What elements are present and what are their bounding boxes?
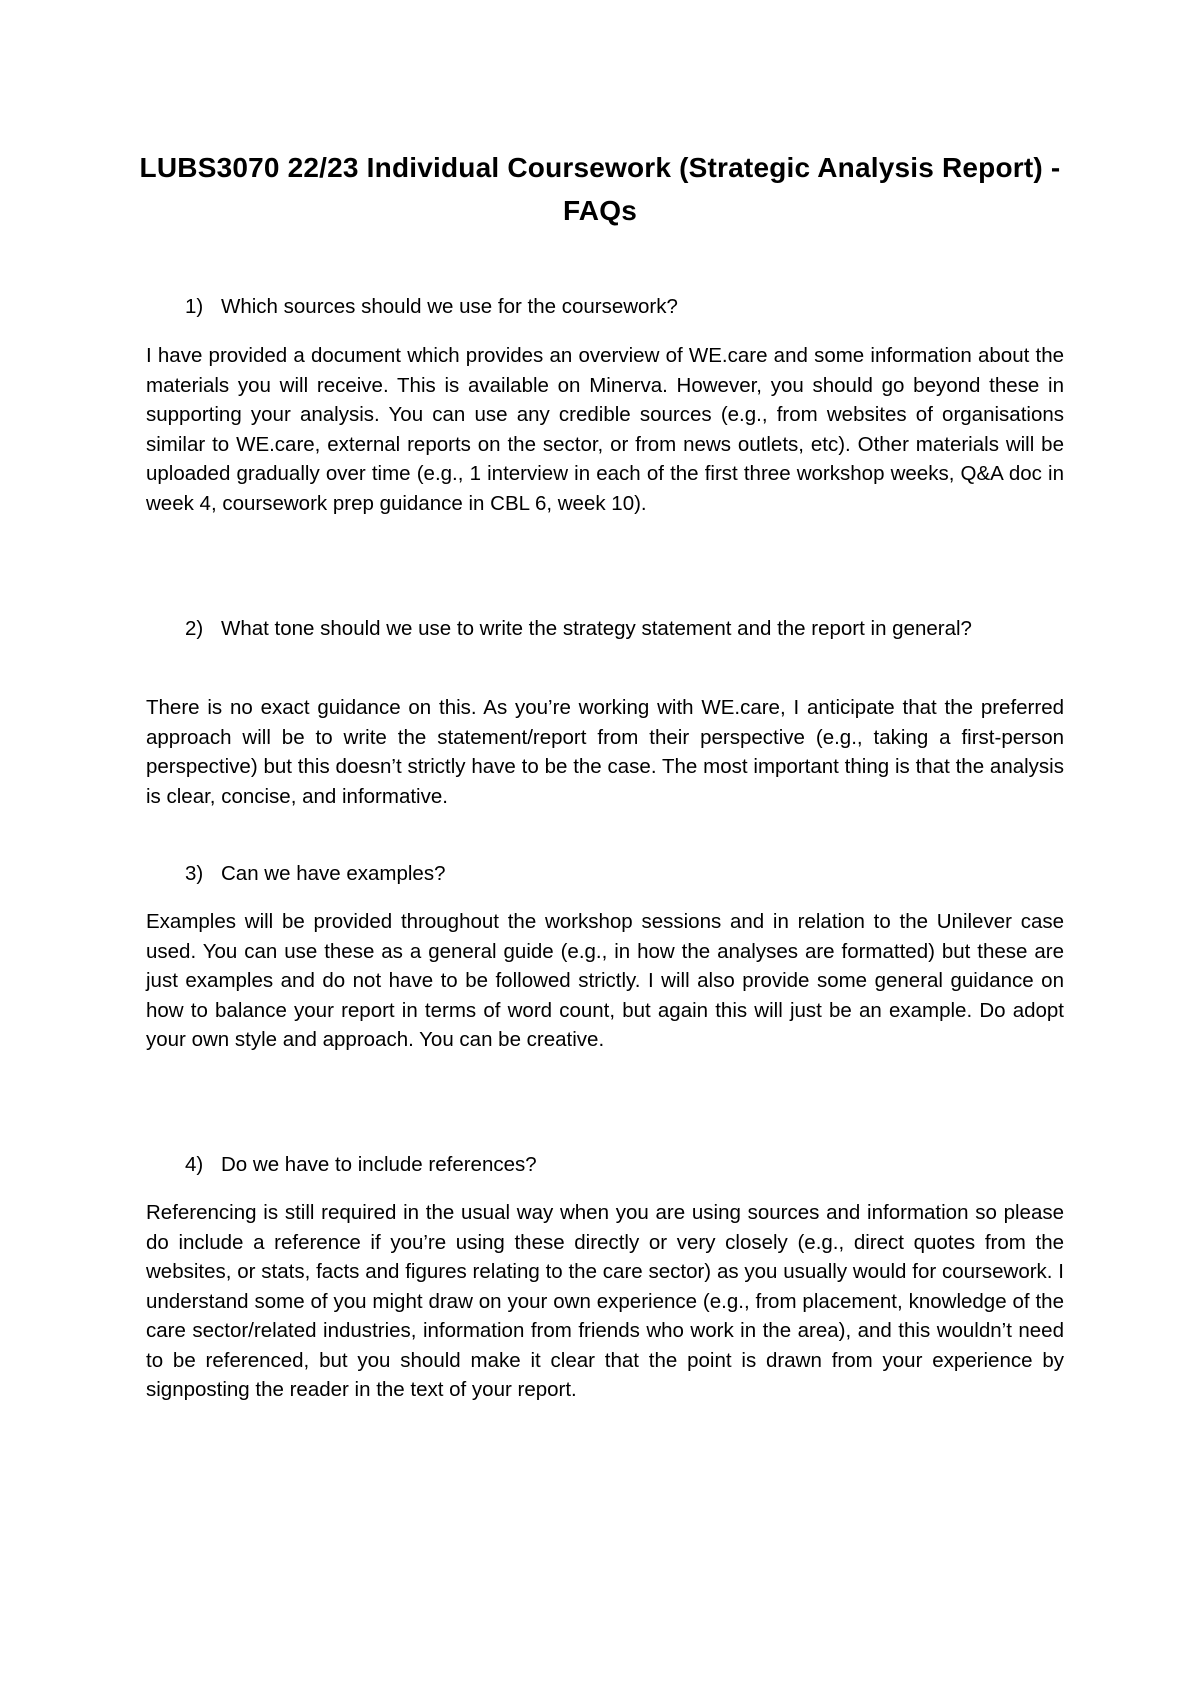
faq-question-text: Do we have to include references? [221,1153,537,1176]
faq-question-text: What tone should we use to write the strategy statement and the report in general? [221,617,972,640]
faq-answer-2: There is no exact guidance on this. As you’re working with WE.care, I anticipate that the preferred approach will be to write the statement/report from their perspective (e.g., taking a first-person perspective) but this doesn’t strictly have to be the case. The most important thing is that the analysis is clear, concise, and informative. [146,696,1064,808]
faq-question-1 [185,292,1065,322]
faq-question-4 [185,1150,1065,1180]
faq-answer-4: Referencing is still required in the usual way when you are using sources and information so please do include a reference if you’re using these directly or very closely (e.g., direct quotes from the websites, or stats, facts and figures relating to the care sector) as you usually would for coursework. I understand some of you might draw on your own experience (e.g., from placement, knowledge of the care sector/related industries, information from friends who work in the area), and this wouldn’t need to be referenced, but you should make it clear that the point is drawn from your experience by signposting the reader in the text of your report. [146,1201,1064,1401]
faq-question-text: Which sources should we use for the coursework? [221,295,678,318]
faq-question-3 [185,859,1065,889]
faq-answer-1: I have provided a document which provides an overview of WE.care and some information about the materials you will receive. This is available on Minerva. However, you should go beyond these in supporting your analysis. You can use any credible sources (e.g., from websites of organisations similar to WE.care, external reports on the sector, or from news outlets, etc). Other materials will be uploaded gradually over time (e.g., 1 interview in each of the first three workshop weeks, Q&A doc in week 4, coursework prep guidance in CBL 6, week 10). [146,344,1064,515]
faq-number: 3) [185,862,204,885]
faq-question-2 [185,614,1065,644]
faq-question-text: Can we have examples? [221,862,446,885]
faq-number: 4) [185,1153,204,1176]
faq-number: 1) [185,295,204,318]
document-title: LUBS3070 22/23 Individual Coursework (Strategic Analysis Report) - FAQs [139,152,1061,226]
faq-number: 2) [185,617,204,640]
faq-answer-3: Examples will be provided throughout the workshop sessions and in relation to the Unilever case used. You can use these as a general guide (e.g., in how the analyses are formatted) but these are just examples and do not have to be followed strictly. I will also provide some general guidance on how to balance your report in terms of word count, but again this will just be an example. Do adopt your own style and approach. You can be creative. [146,910,1064,1051]
